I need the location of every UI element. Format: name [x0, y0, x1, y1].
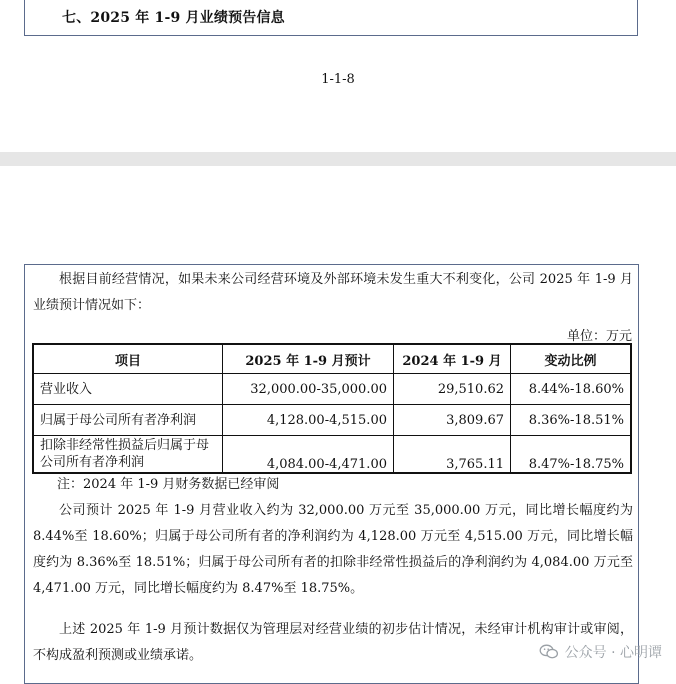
table-row — [33, 374, 631, 405]
header-item: 项目 — [33, 344, 223, 374]
section-box — [24, 0, 638, 36]
page-separator — [0, 152, 676, 166]
cell-2025: 4,128.00-4,515.00 — [223, 405, 394, 436]
table-note: 注：2024 年 1-9 月财务数据已经审阅 — [57, 477, 280, 492]
unit-label: 单位：万元 — [566, 329, 632, 344]
intro-paragraph: 根据目前经营情况，如果未来公司经营环境及外部环境未发生重大不利变化，公司 2025 年 1-9 月业绩预计情况如下： — [33, 272, 633, 313]
row-label: 扣除非经常性损益后归属于母公司所有者净利润 — [33, 436, 223, 474]
row-label: 归属于母公司所有者净利润 — [33, 405, 223, 436]
table-header-row — [33, 344, 631, 374]
row-label: 营业收入 — [33, 374, 223, 405]
forecast-table — [32, 343, 632, 474]
cell-2025: 32,000.00-35,000.00 — [223, 374, 394, 405]
cell-2024: 29,510.62 — [394, 374, 511, 405]
cell-2024: 3,765.11 — [394, 436, 511, 474]
header-2025: 2025 年 1-9 月预计 — [223, 344, 394, 374]
wechat-icon — [539, 644, 559, 660]
watermark-text: 公众号 · 心明谭 — [564, 645, 662, 661]
section-heading: 七、2025 年 1-9 月业绩预告信息 — [62, 10, 285, 26]
page-number: 1-1-8 — [321, 72, 355, 87]
table-row — [33, 436, 631, 474]
disclaimer-paragraph: 上述 2025 年 1-9 月预计数据仅为管理层对经营业绩的初步估计情况，未经审计机构审计或审阅，不构成盈利预测或业绩承诺。 — [33, 622, 633, 663]
cell-2025: 4,084.00-4,471.00 — [223, 436, 394, 474]
summary-paragraph: 公司预计 2025 年 1-9 月营业收入约为 32,000.00 万元至 35,000.00 万元，同比增长幅度约为 8.44%至 18.60%；归属于母公司所有者的净利润约为 4,128.00 万元至 4,515.00 万元，同比增长幅度约为 8.36%至 18.51%；归属于母公司所有者的扣除非经常性损益后的净利润约为 4,084.00 万元至 4,471.00 万元，同比增长幅度约为 8.47%至 18.75%。 — [33, 503, 633, 596]
watermark — [539, 642, 662, 662]
forecast-box — [24, 264, 639, 684]
previous-page — [0, 0, 676, 152]
cell-change: 8.36%-18.51% — [511, 405, 632, 436]
header-change: 变动比例 — [511, 344, 632, 374]
cell-change: 8.47%-18.75% — [511, 436, 632, 474]
cell-change: 8.44%-18.60% — [511, 374, 632, 405]
cell-2024: 3,809.67 — [394, 405, 511, 436]
header-2024: 2024 年 1-9 月 — [394, 344, 511, 374]
table-row — [33, 405, 631, 436]
